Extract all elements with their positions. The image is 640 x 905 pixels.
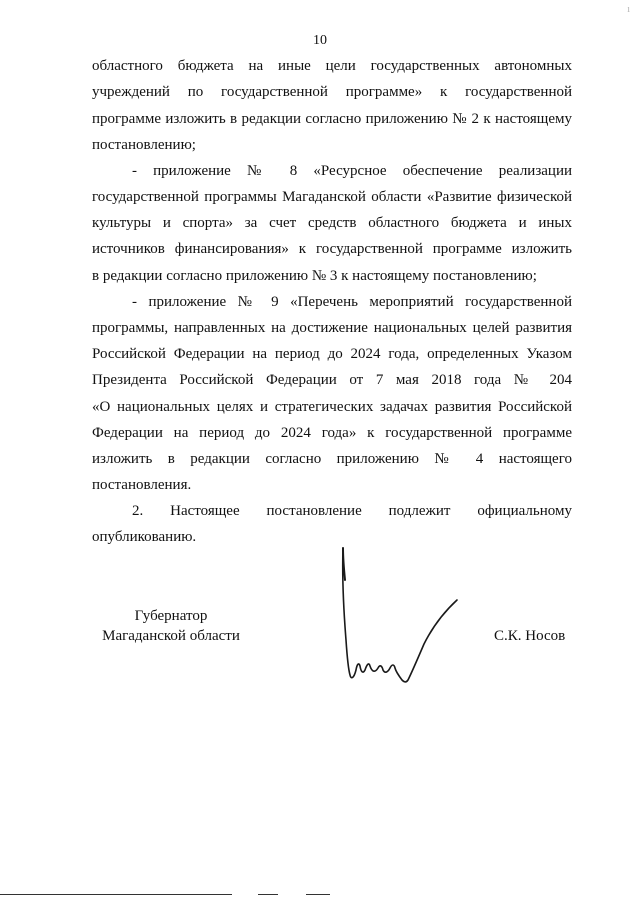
text-line: опубликованию.: [92, 529, 197, 545]
text-line: программе изложить в редакции согласно приложению № 2 к настоящему: [92, 111, 572, 127]
bottom-rule: [306, 894, 330, 895]
bottom-rule: [0, 894, 232, 895]
signatory-name: С.К. Носов: [494, 628, 566, 644]
text-line: Федерации на период до 2024 года» к государственной программе: [92, 425, 572, 441]
text-line: культуры и спорта» за счет средств областного бюджета и иных: [92, 215, 572, 231]
text-line: постановлению;: [92, 137, 196, 153]
text-line: 2. Настоящее постановление подлежит официальному: [132, 503, 572, 519]
signatory-position: [96, 606, 246, 646]
text-line: учреждений по государственной программе» к государственной: [92, 84, 572, 100]
text-line: областного бюджета на иные цели государственных автономных: [92, 58, 572, 74]
text-line: Российской Федерации на период до 2024 года, определенных Указом: [92, 346, 572, 362]
text-line: программы, направленных на достижение национальных целей развития: [92, 320, 572, 336]
text-line: «О национальных целях и стратегических задачах развития Российской: [92, 399, 572, 415]
handwritten-signature: [326, 540, 476, 700]
text-line: - приложение № 8 «Ресурсное обеспечение реализации: [132, 163, 572, 179]
position-region: Магаданской области: [102, 628, 240, 644]
bottom-rule: [258, 894, 278, 895]
text-line: Президента Российской Федерации от 7 мая 2018 года № 204: [92, 372, 572, 388]
text-line: источников финансирования» к государственной программе изложить: [92, 241, 572, 257]
text-line: в редакции согласно приложению № 3 к настоящему постановлению;: [92, 268, 537, 284]
page-number: 10: [313, 33, 327, 48]
text-line: изложить в редакции согласно приложению № 4 настоящего: [92, 451, 572, 467]
text-line: - приложение № 9 «Перечень мероприятий государственной: [132, 294, 572, 310]
text-line: государственной программы Магаданской области «Развитие физической: [92, 189, 572, 205]
text-line: постановления.: [92, 477, 192, 493]
position-title: Губернатор: [134, 608, 208, 624]
corner-mark: ı: [627, 4, 630, 15]
